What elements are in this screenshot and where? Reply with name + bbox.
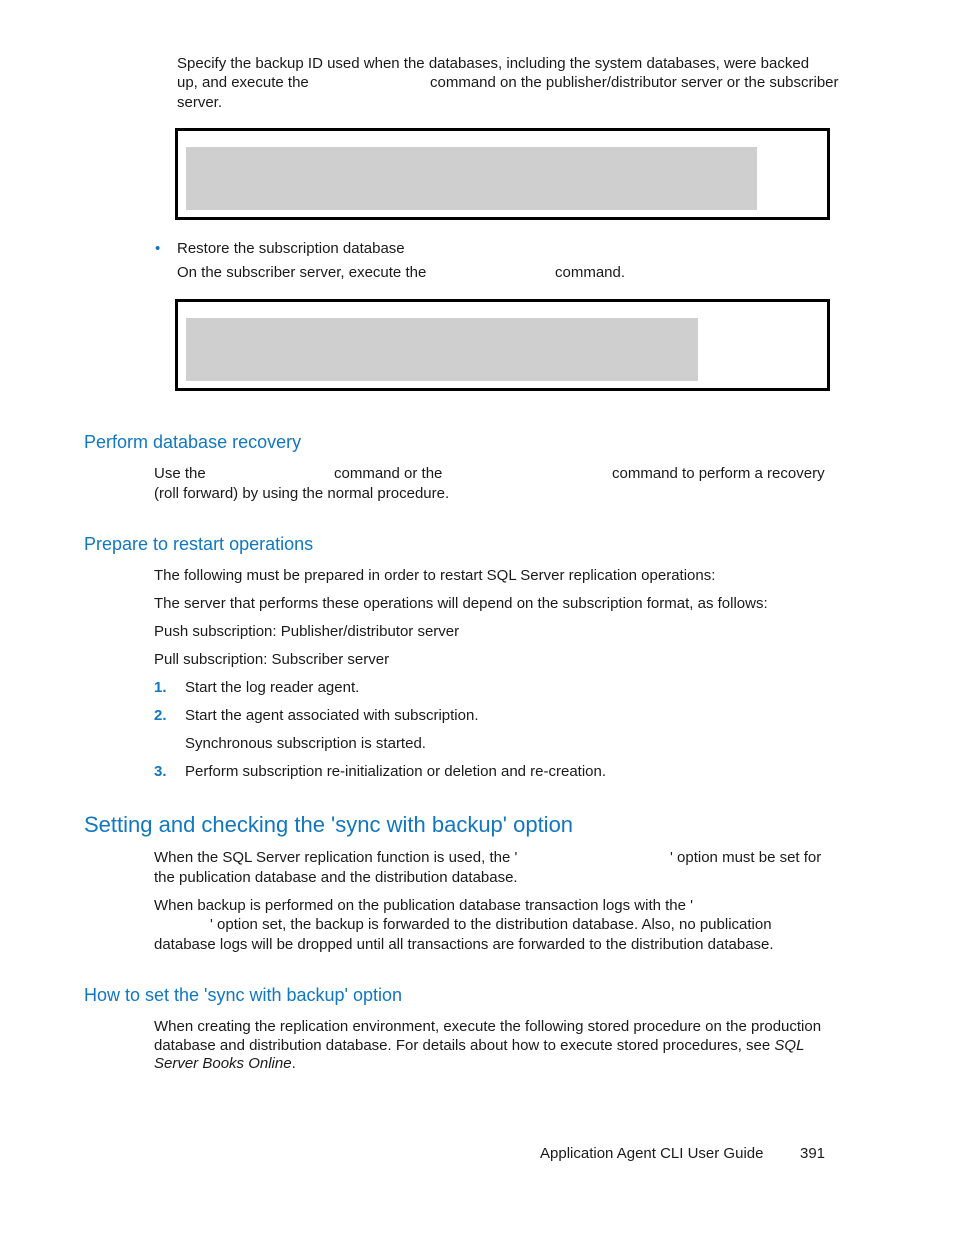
sync-p1-line-2: the publication database and the distribution database. [154,869,518,886]
how-to-line-2 [154,1036,804,1056]
code-block-restore [175,299,830,391]
heading-how-to-set: How to set the 'sync with backup' option [84,985,403,1005]
how-to-line-3 [154,1054,296,1074]
how-to-line-3a: Server Books Online [154,1055,292,1072]
how-to-line-2b: SQL [774,1037,805,1054]
sync-p1-line-1b: ' option must be set for [670,849,822,866]
step-1-number: 1. [154,679,167,696]
recovery-line-1a: Use the [154,465,206,482]
how-to-line-3b: . [291,1055,296,1072]
step-1-text: Start the log reader agent. [185,679,360,696]
prepare-p1: The following must be prepared in order to restart SQL Server replication operations: [154,567,716,584]
step-2-note: Synchronous subscription is started. [185,735,426,752]
how-to-line-2a: database and distribution database. For details about how to execute stored procedures, see [154,1037,771,1054]
sync-p2-line-3: database logs will be dropped until all transactions are forwarded to the distribution database. [154,936,774,953]
restore-sub-line-a: On the subscriber server, execute the [177,264,427,281]
bullet-icon: • [155,240,161,257]
sync-p2-line-2: ' option set, the backup is forwarded to the distribution database. Also, no publication [210,916,772,933]
heading-prepare-restart: Prepare to restart operations [84,534,314,554]
step-2-text: Start the agent associated with subscription. [185,707,479,724]
step-3-text: Perform subscription re-initialization or deletion and re-creation. [185,763,607,780]
intro-line-1: Specify the backup ID used when the databases, including the system databases, were backed [177,55,810,72]
recovery-line-1b: command or the [334,465,443,482]
sync-p2-line-1: When backup is performed on the publication database transaction logs with the ' [154,897,694,914]
sync-p1-line-1a: When the SQL Server replication function is used, the ' [154,849,518,866]
footer-page-number: 391 [800,1145,826,1162]
heading-sync-with-backup: Setting and checking the 'sync with backup' option [84,812,574,837]
restore-sub-line-b: command. [555,264,626,281]
prepare-p2: The server that performs these operations will depend on the subscription format, as follows: [154,595,768,612]
restore-sub-title: Restore the subscription database [177,240,405,257]
intro-line-2b: command on the publisher/distributor server or the subscriber [430,74,839,91]
prepare-p3: Push subscription: Publisher/distributor server [154,623,460,640]
code-block-content [186,318,698,381]
footer-title: Application Agent CLI User Guide [540,1145,764,1162]
how-to-line-1: When creating the replication environment, execute the following stored procedure on the production [154,1018,822,1035]
prepare-p4: Pull subscription: Subscriber server [154,651,390,668]
intro-line-3: server. [177,94,223,111]
recovery-line-2: (roll forward) by using the normal procedure. [154,485,450,502]
heading-perform-recovery: Perform database recovery [84,432,302,452]
code-block-backup [175,128,830,220]
code-block-content [186,147,757,210]
recovery-line-1c: command to perform a recovery [612,465,825,482]
step-3-number: 3. [154,763,167,780]
step-2-number: 2. [154,707,167,724]
intro-line-2a: up, and execute the [177,74,309,91]
